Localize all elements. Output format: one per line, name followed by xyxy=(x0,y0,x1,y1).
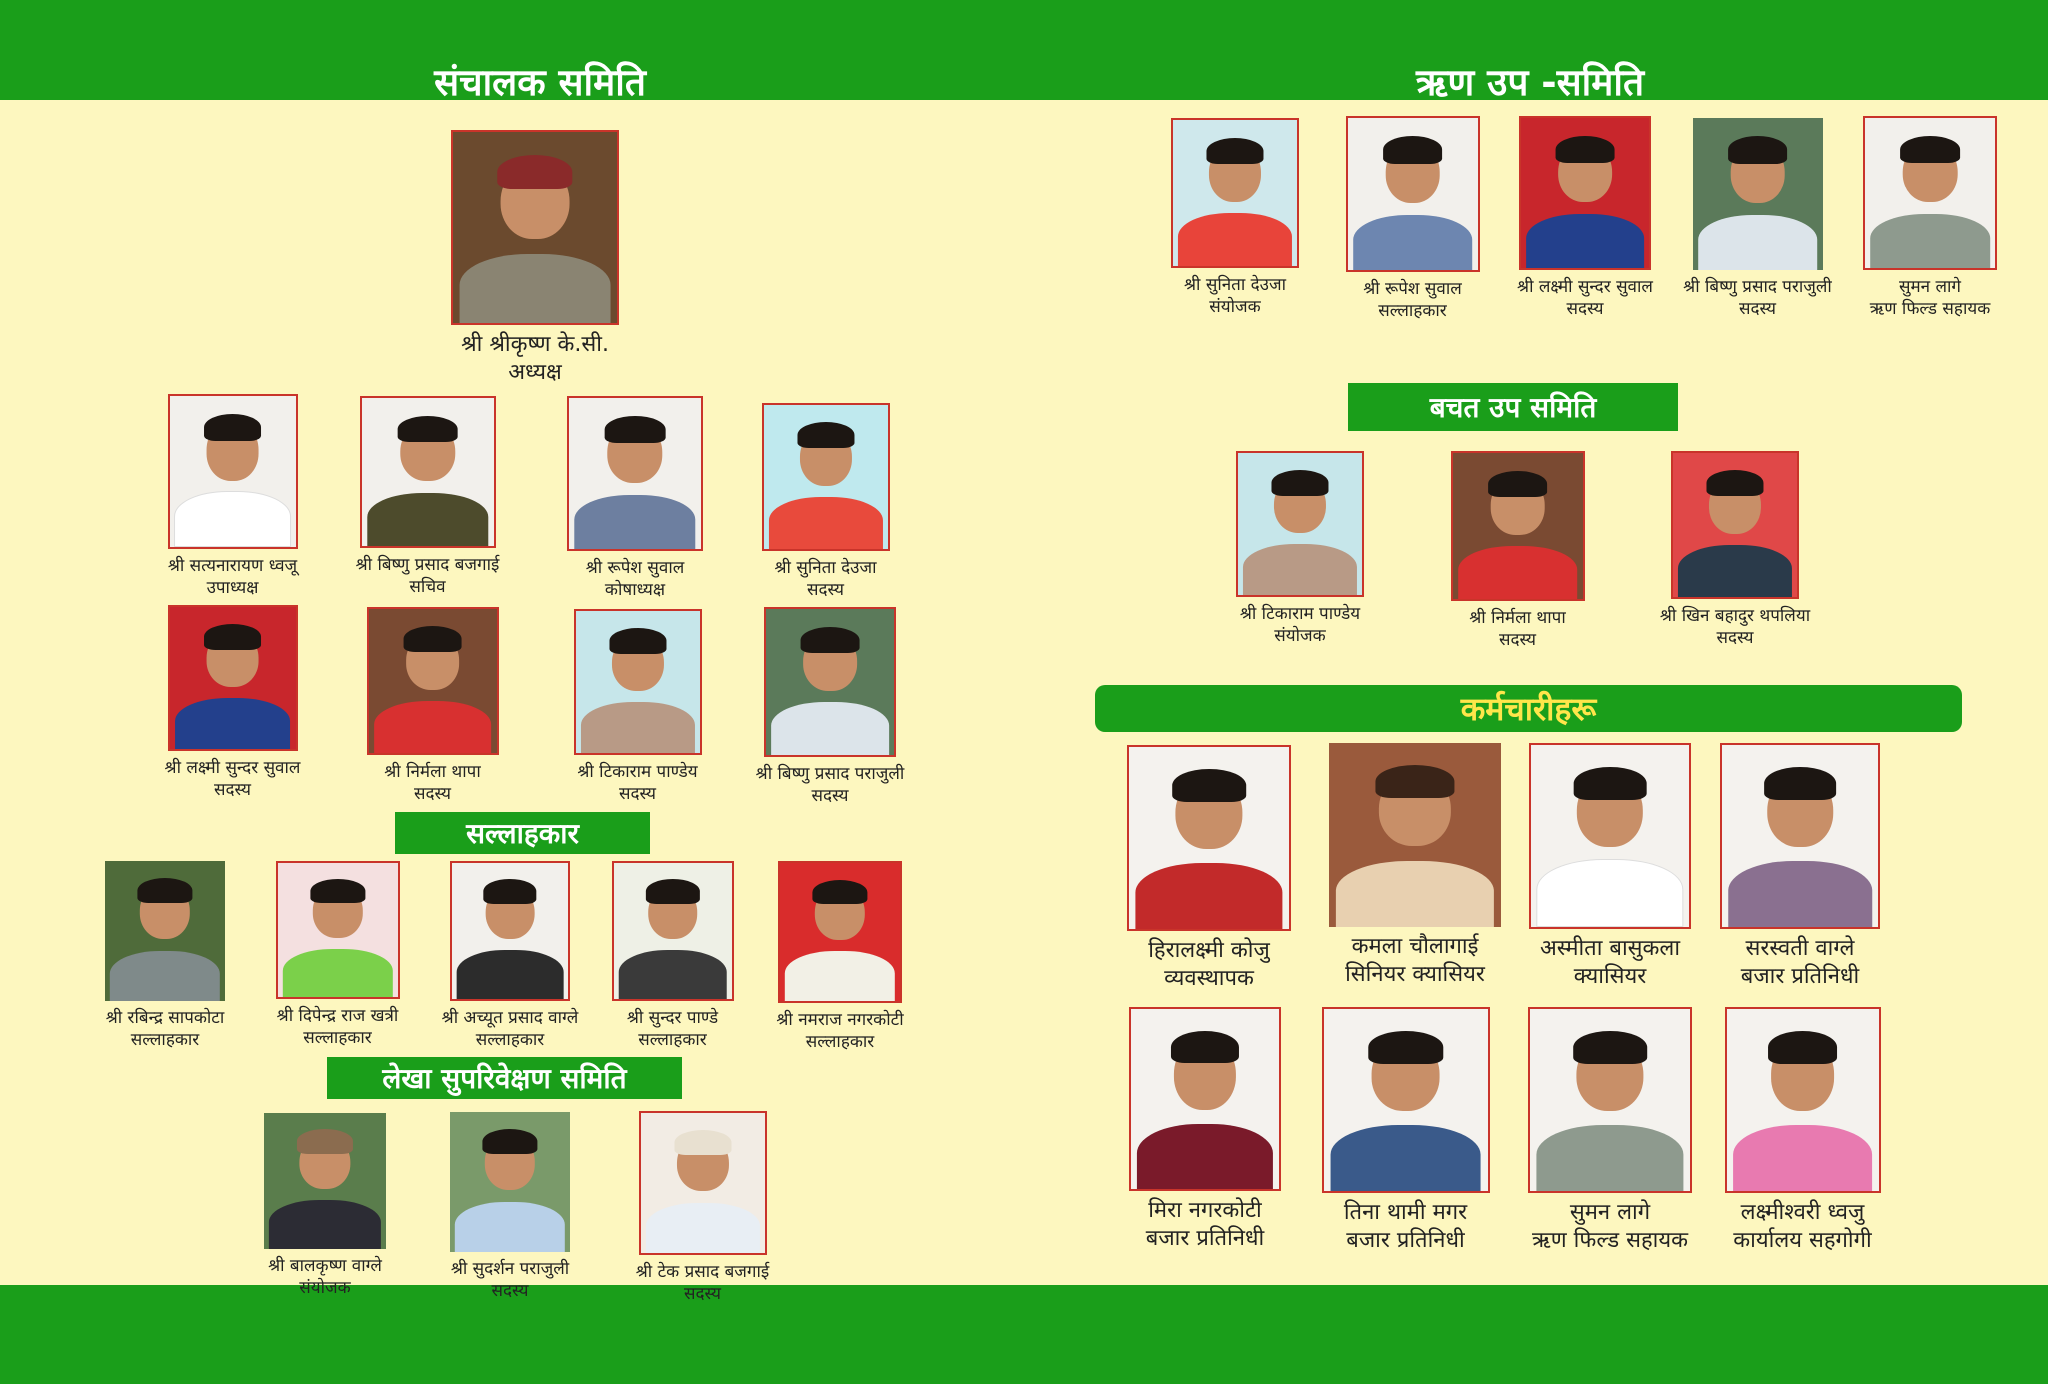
advisor-card xyxy=(760,861,920,1053)
board-member-photo xyxy=(567,396,703,551)
board-member-card xyxy=(740,607,920,807)
board-member-photo xyxy=(764,607,896,757)
staff-photo xyxy=(1725,1007,1881,1193)
bottom-band xyxy=(0,1285,2048,1384)
board-member-name: श्री सत्यनारायण ध्वजू xyxy=(167,556,298,576)
staff-role: व्यवस्थापक xyxy=(1164,966,1254,991)
advisor-role: सल्लाहकार xyxy=(303,1028,372,1048)
audit-member-card xyxy=(615,1111,790,1305)
staff-name: हिरालक्ष्मी कोजु xyxy=(1148,938,1270,963)
board-member-role: सदस्य xyxy=(619,784,656,804)
board-member-role: सदस्य xyxy=(811,786,849,806)
audit-member-name: श्री बालकृष्ण वाग्ले xyxy=(268,1256,382,1276)
loan-member-name: श्री रूपेश सुवाल xyxy=(1363,279,1462,299)
advisor-role: सल्लाहकार xyxy=(805,1032,875,1052)
staff-name: लक्ष्मीश्वरी ध्वजु xyxy=(1740,1200,1865,1225)
board-member-card xyxy=(350,607,515,805)
board-member-card xyxy=(555,609,720,805)
staff-heading: कर्मचारीहरू xyxy=(1095,685,1962,732)
loan-member-name: श्री बिष्णु प्रसाद पराजुली xyxy=(1683,277,1832,297)
board-member-name: श्री टिकाराम पाण्डेय xyxy=(577,762,698,782)
advisor-card xyxy=(255,861,420,1049)
loan-member-name: सुमन लागे xyxy=(1899,277,1961,297)
board-member-card xyxy=(145,394,320,599)
chair-role: अध्यक्ष xyxy=(508,360,562,385)
staff-card xyxy=(1315,743,1515,989)
board-member-name: श्री सुनिता देउजा xyxy=(774,558,877,578)
savings-member-name: श्री खिन बहादुर थपलिया xyxy=(1659,606,1811,626)
board-member-photo xyxy=(367,607,499,755)
audit-member-card xyxy=(430,1112,590,1302)
savings-member-role: संयोजक xyxy=(1274,626,1326,646)
loan-member-photo xyxy=(1519,116,1651,270)
staff-photo xyxy=(1322,1007,1490,1193)
loan-member-card xyxy=(1490,116,1680,320)
board-member-name: श्री बिष्णु प्रसाद बजगाई xyxy=(355,555,500,575)
advisor-name: श्री दिपेन्द्र राज खत्री xyxy=(276,1006,399,1026)
loan-member-role: संयोजक xyxy=(1209,297,1261,317)
advisor-name: श्री नमराज नगरकोटी xyxy=(776,1010,904,1030)
audit-member-photo xyxy=(450,1112,570,1252)
loan-member-role: सदस्य xyxy=(1739,299,1776,319)
audit-member-card xyxy=(250,1113,400,1299)
advisor-photo xyxy=(450,861,570,1001)
advisors-heading: सल्लाहकार xyxy=(395,812,650,854)
staff-role: कार्यालय सहगोगी xyxy=(1733,1228,1872,1253)
audit-member-photo xyxy=(264,1113,386,1249)
staff-photo xyxy=(1329,743,1501,927)
savings-member-role: सदस्य xyxy=(1716,628,1754,648)
loan-member-name: श्री लक्ष्मी सुन्दर सुवाल xyxy=(1517,277,1653,297)
top-band xyxy=(0,0,2048,100)
advisor-photo xyxy=(276,861,400,999)
advisor-photo xyxy=(612,861,734,1001)
advisor-photo xyxy=(105,861,225,1001)
board-member-role: सदस्य xyxy=(807,580,844,600)
staff-card xyxy=(1318,1007,1493,1255)
staff-role: बजार प्रतिनिधी xyxy=(1346,1228,1465,1253)
advisor-name: श्री रबिन्द्र सापकोटा xyxy=(105,1008,225,1028)
audit-member-role: सदस्य xyxy=(491,1281,529,1301)
staff-name: सुमन लागे xyxy=(1569,1200,1651,1225)
savings-member-card xyxy=(1445,451,1590,651)
loan-member-role: ऋण फिल्ड सहायक xyxy=(1869,299,1991,319)
staff-role: बजार प्रतिनिधी xyxy=(1740,964,1860,989)
loan-member-card xyxy=(1855,116,2005,320)
board-member-role: सदस्य xyxy=(214,780,251,800)
staff-photo xyxy=(1720,743,1880,929)
staff-role: क्यासियर xyxy=(1573,964,1647,989)
loan-member-photo xyxy=(1863,116,1997,270)
loan-member-photo xyxy=(1693,118,1823,270)
loan-member-card xyxy=(1665,118,1850,320)
loan-member-card xyxy=(1330,116,1495,322)
board-member-name: श्री बिष्णु प्रसाद पराजुली xyxy=(755,764,905,784)
board-member-role: कोषाध्यक्ष xyxy=(604,580,666,600)
advisor-role: सल्लाहकार xyxy=(475,1030,545,1050)
loan-member-role: सल्लाहकार xyxy=(1378,301,1447,321)
staff-name: मिरा नगरकोटी xyxy=(1148,1198,1262,1223)
staff-role: बजार प्रतिनिधी xyxy=(1145,1226,1265,1251)
board-member-card xyxy=(340,396,515,598)
loan-member-photo xyxy=(1346,116,1480,272)
staff-name: कमला चौलागाई xyxy=(1351,934,1479,959)
chair-name: श्री श्रीकृष्ण के.सी. xyxy=(461,332,609,357)
board-member-photo xyxy=(762,403,890,551)
board-member-role: उपाध्यक्ष xyxy=(206,578,259,598)
audit-heading: लेखा सुपरिवेक्षण समिति xyxy=(327,1057,682,1099)
staff-card xyxy=(1125,1007,1285,1253)
audit-member-name: श्री टेक प्रसाद बजगाई xyxy=(635,1262,770,1282)
board-member-role: सदस्य xyxy=(414,784,451,804)
loan-member-card xyxy=(1160,118,1310,318)
board-member-card xyxy=(550,396,720,601)
staff-name: अस्मीता बासुकला xyxy=(1539,936,1681,961)
staff-name: तिना थामी मगर xyxy=(1343,1200,1468,1225)
board-member-name: श्री लक्ष्मी सुन्दर सुवाल xyxy=(164,758,301,778)
savings-member-photo xyxy=(1236,451,1364,597)
advisor-card xyxy=(425,861,595,1051)
board-member-card xyxy=(748,403,903,601)
board-member-name: श्री निर्मला थापा xyxy=(384,762,481,782)
advisor-name: श्री सुन्दर पाण्डे xyxy=(626,1008,719,1028)
staff-photo xyxy=(1529,743,1691,929)
board-heading: संचालक समिति xyxy=(434,61,646,104)
board-member-photo xyxy=(360,396,496,548)
staff-photo xyxy=(1127,745,1291,931)
advisor-name: श्री अच्यूत प्रसाद वाग्ले xyxy=(441,1008,579,1028)
savings-member-photo xyxy=(1451,451,1585,601)
loan-member-name: श्री सुनिता देउजा xyxy=(1183,275,1287,295)
audit-member-name: श्री सुदर्शन पराजुली xyxy=(450,1259,570,1279)
staff-card xyxy=(1715,743,1885,991)
staff-card xyxy=(1515,1007,1705,1255)
board-member-photo xyxy=(574,609,702,755)
board-member-card xyxy=(140,605,325,801)
loan-member-photo xyxy=(1171,118,1299,268)
savings-member-role: सदस्य xyxy=(1499,630,1536,650)
board-member-photo xyxy=(168,394,298,549)
savings-heading: बचत उप समिति xyxy=(1348,383,1678,431)
savings-member-card xyxy=(1640,451,1830,649)
savings-member-card xyxy=(1220,451,1380,647)
staff-card xyxy=(1525,743,1695,991)
staff-card xyxy=(1715,1007,1890,1255)
advisor-role: सल्लाहकार xyxy=(638,1030,707,1050)
audit-member-photo xyxy=(639,1111,767,1255)
staff-role: ऋण फिल्ड सहायक xyxy=(1532,1228,1688,1253)
audit-member-role: संयोजक xyxy=(299,1278,351,1298)
advisor-card xyxy=(600,861,745,1051)
staff-role: सिनियर क्यासियर xyxy=(1345,962,1485,987)
board-member-name: श्री रूपेश सुवाल xyxy=(585,558,685,578)
staff-photo xyxy=(1528,1007,1692,1193)
board-member-role: सचिव xyxy=(409,577,446,597)
loan-heading: ऋण उप -समिति xyxy=(1415,61,1645,104)
chair-card xyxy=(395,130,675,387)
staff-name: सरस्वती वाग्ले xyxy=(1745,936,1855,961)
board-member-photo xyxy=(168,605,298,751)
advisor-role: सल्लाहकार xyxy=(130,1030,200,1050)
savings-member-name: श्री टिकाराम पाण्डेय xyxy=(1239,604,1361,624)
savings-member-photo xyxy=(1671,451,1799,599)
advisor-photo xyxy=(778,861,902,1003)
staff-card xyxy=(1125,745,1293,993)
loan-member-role: सदस्य xyxy=(1566,299,1604,319)
savings-member-name: श्री निर्मला थापा xyxy=(1469,608,1566,628)
advisor-card xyxy=(90,861,240,1051)
staff-photo xyxy=(1129,1007,1281,1191)
chair-photo xyxy=(451,130,619,325)
audit-member-role: सदस्य xyxy=(684,1284,721,1304)
